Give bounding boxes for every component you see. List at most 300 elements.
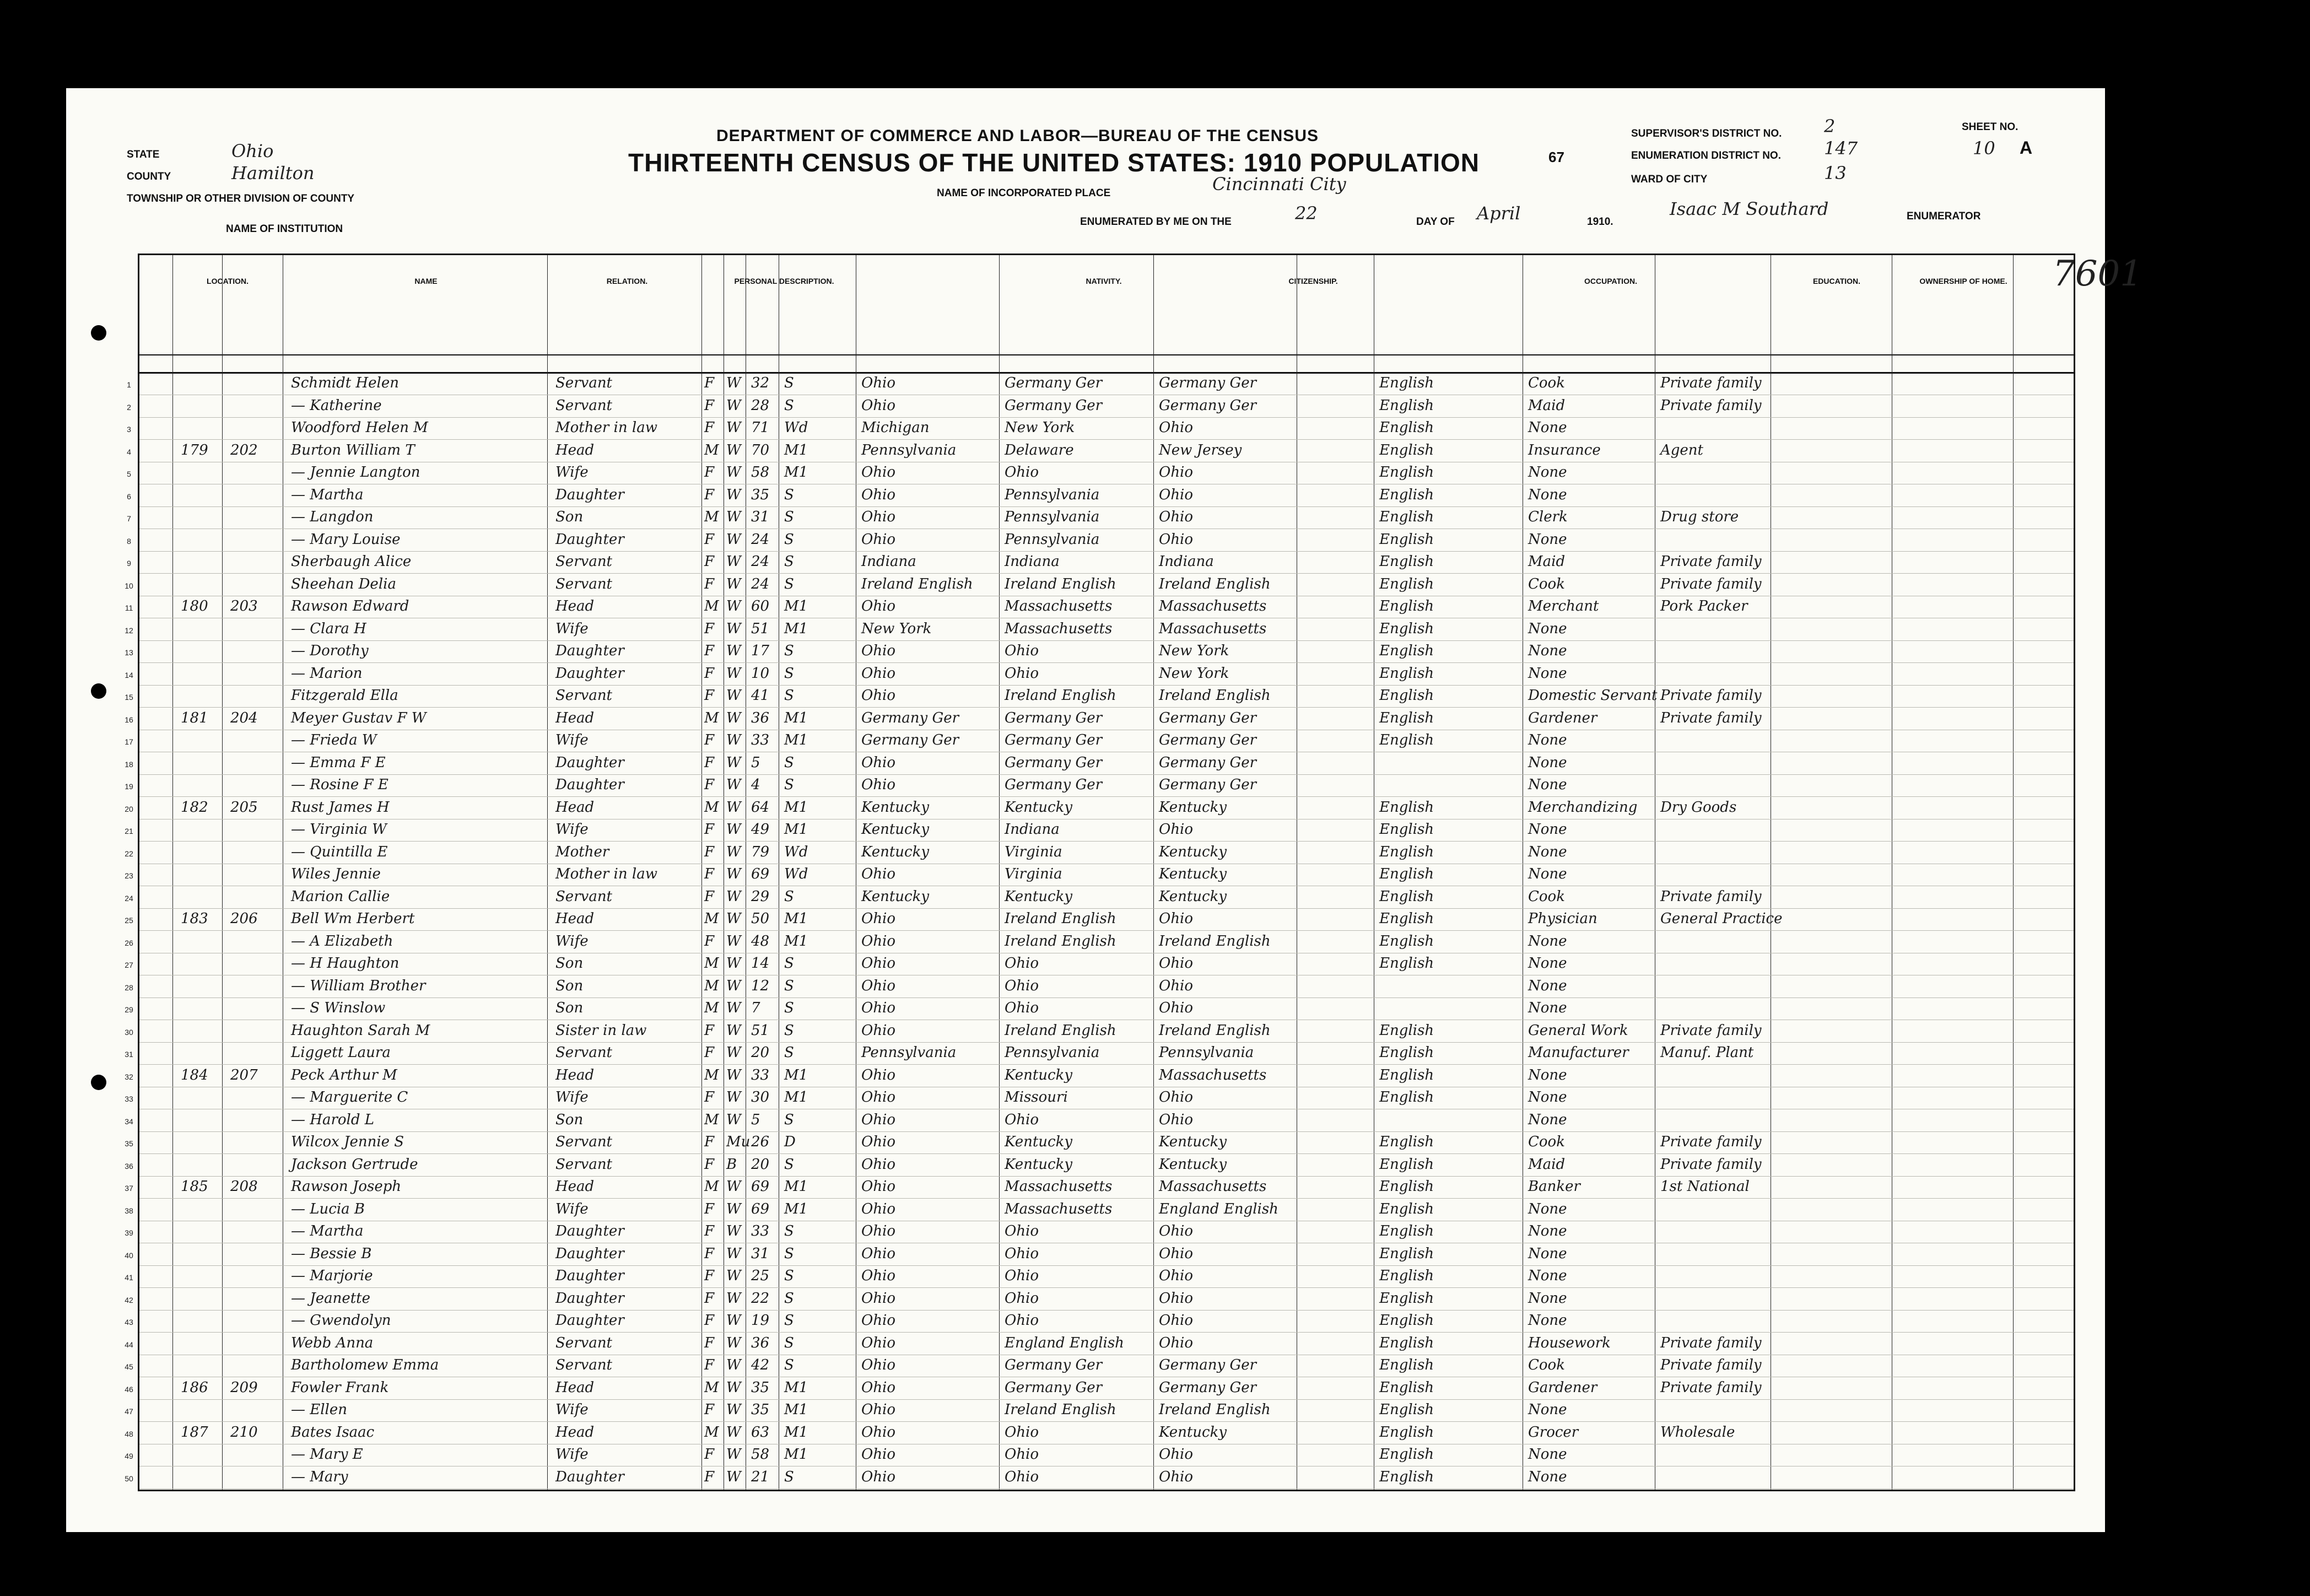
cell-name: Schmidt Helen [291,375,399,391]
cell-rel: Daughter [555,777,624,793]
cell-mbirth: Ohio [1159,464,1194,481]
row-number: 37 [125,1184,133,1193]
cell-mbirth: Ohio [1159,977,1194,994]
table-row [125,1444,2074,1466]
cell-race: W [726,1357,741,1373]
cell-ms: M1 [784,441,808,459]
cell-rel: Wife [555,1089,589,1106]
cell-birth: Ohio [861,1357,896,1373]
cell-mbirth: Ohio [1159,1245,1194,1262]
cell-mbirth: Germany Ger [1159,1357,1257,1373]
enum-district-label: ENUMERATION DISTRICT NO. [1631,150,1781,161]
row-number: 33 [125,1094,133,1103]
cell-birth: Ohio [861,1066,896,1083]
cell-lang: English [1379,441,1434,459]
row-number: 42 [125,1295,133,1304]
cell-lang: English [1379,732,1434,748]
row-number: 43 [125,1318,133,1327]
cell-race: W [726,643,741,659]
cell-house: 185 [181,1178,208,1195]
table-row [125,1243,2074,1266]
cell-name: — Dorothy [291,643,369,659]
cell-name: — Mary Louise [291,531,401,548]
cell-age: 35 [751,486,770,503]
cell-age: 35 [751,1379,770,1396]
cell-birth: Ohio [861,464,896,481]
cell-birth: Ohio [861,1134,896,1150]
cell-mbirth: New York [1159,665,1229,682]
cell-birth: Ohio [861,1424,896,1441]
cell-name: — Emma F E [291,754,386,771]
cell-birth: Ohio [861,1200,896,1217]
cell-mbirth: Ohio [1159,821,1194,838]
cell-race: W [726,1379,741,1396]
cell-ms: M1 [784,821,808,838]
cell-race: W [726,1178,741,1195]
cell-fbirth: Massachusetts [1005,1200,1113,1217]
cell-mbirth: Ireland English [1159,1401,1271,1418]
cell-sex: F [704,1134,715,1150]
table-row [125,1221,2074,1243]
col-nativity: NATIVITY. [1086,277,1122,285]
cell-ms: M1 [784,1446,808,1463]
cell-mbirth: Kentucky [1159,1156,1227,1173]
cell-age: 33 [751,1223,770,1239]
cell-rel: Mother [555,843,609,860]
row-number: 21 [125,827,133,835]
cell-fbirth: Ohio [1005,643,1039,659]
cell-house: 187 [181,1424,208,1441]
cell-rel: Daughter [555,754,624,771]
cell-ms: M1 [784,620,808,637]
cell-age: 69 [751,1178,770,1195]
cell-lang: English [1379,888,1434,905]
cell-race: W [726,687,741,704]
row-number: 7 [127,514,131,523]
table-row [125,1377,2074,1400]
cell-trade: None [1528,486,1567,503]
cell-ms: M1 [784,1379,808,1396]
cell-lang: English [1379,1134,1434,1150]
table-row [127,462,2074,484]
cell-name: Liggett Laura [291,1044,391,1061]
cell-house: 182 [181,799,208,816]
cell-sex: F [704,575,715,592]
cell-race: W [726,1312,741,1329]
cell-lang: English [1379,419,1434,436]
cell-sex: M [704,598,719,614]
cell-lang: English [1379,1066,1434,1083]
cell-mbirth: Massachusetts [1159,1178,1267,1195]
cell-race: W [726,397,741,414]
table-row [125,908,2074,931]
cell-rel: Daughter [555,1290,624,1307]
cell-lang: English [1379,1245,1434,1262]
enumerator-label: ENUMERATOR [1907,211,1981,222]
cell-race: W [726,754,741,771]
place-value: Cincinnati City [1212,174,1346,195]
cell-ms: Wd [784,866,808,882]
cell-lang: English [1379,1424,1434,1441]
cell-fbirth: Massachusetts [1005,1178,1113,1195]
cell-sex: F [704,821,715,838]
cell-fbirth: Ireland English [1005,932,1116,950]
row-number: 24 [125,893,133,903]
cell-mbirth: Ohio [1159,910,1194,927]
row-number: 28 [125,983,133,992]
cell-ms: M1 [784,709,808,726]
cell-sex: F [704,419,715,436]
cell-age: 10 [751,665,770,682]
cell-lang: English [1379,821,1434,838]
cell-fbirth: Massachusetts [1005,598,1113,614]
cell-house: 179 [181,441,208,459]
cell-fbirth: Ireland English [1005,910,1116,927]
cell-race: W [726,1223,741,1239]
cell-sex: M [704,441,719,459]
cell-name: — Katherine [291,397,382,414]
state-value: Ohio [231,141,274,161]
cell-fbirth: Ohio [1005,977,1039,994]
cell-lang: English [1379,509,1434,525]
cell-fbirth: Germany Ger [1005,1357,1103,1373]
cell-rel: Daughter [555,643,624,659]
table-row [125,618,2074,641]
table-row [125,752,2074,775]
cell-trade: None [1528,531,1567,548]
cell-trade: None [1528,777,1567,793]
cell-birth: Germany Ger [861,732,959,748]
row-number: 20 [125,804,133,813]
cell-ms: S [784,1000,794,1016]
cell-race: W [726,486,741,503]
cell-fam: 207 [230,1066,258,1083]
cell-race: W [726,910,741,927]
table-row [125,730,2074,752]
cell-trade: Manufacturer [1528,1044,1629,1061]
cell-age: 7 [751,1000,760,1016]
cell-trade: Merchant [1528,598,1599,614]
cell-lang: English [1379,1401,1434,1418]
cell-sex: M [704,1424,719,1441]
cell-mbirth: Germany Ger [1159,777,1257,793]
cell-mbirth: Ohio [1159,1089,1194,1106]
cell-age: 26 [751,1134,770,1150]
cell-fam: 209 [230,1379,258,1396]
cell-fbirth: Ohio [1005,1223,1039,1239]
table-row [125,953,2074,975]
cell-sex: F [704,464,715,481]
cell-name: — Jeanette [291,1290,370,1307]
enumeration-year: 1910. [1587,216,1613,228]
cell-fbirth: Germany Ger [1005,375,1103,391]
cell-ind: Private family [1660,1022,1762,1039]
cell-fbirth: Pennsylvania [1005,509,1100,525]
cell-fbirth: Ireland English [1005,687,1116,704]
cell-rel: Son [555,1000,584,1016]
cell-mbirth: Ireland English [1159,687,1271,704]
cell-mbirth: Ohio [1159,1468,1194,1485]
cell-fbirth: England English [1005,1334,1124,1351]
cell-trade: Cook [1528,375,1565,391]
cell-house: 181 [181,709,208,726]
cell-rel: Wife [555,732,589,748]
cell-ind: Private family [1660,709,1762,726]
cell-lang: English [1379,486,1434,503]
col-occupation: OCCUPATION. [1584,277,1637,285]
cell-sex: F [704,1044,715,1061]
cell-rel: Daughter [555,486,624,503]
supervisor-label: SUPERVISOR'S DISTRICT NO. [1631,128,1782,139]
cell-sex: F [704,643,715,659]
row-number: 31 [125,1050,133,1059]
cell-birth: Ohio [861,1022,896,1039]
cell-race: W [726,464,741,481]
row-number: 49 [125,1452,133,1460]
table-row [125,1399,2074,1422]
cell-race: B [726,1156,737,1173]
cell-ms: M1 [784,464,808,481]
cell-sex: F [704,1290,715,1307]
cell-rel: Mother in law [555,419,657,436]
enumeration-month: April [1477,203,1521,224]
cell-name: Peck Arthur M [291,1066,397,1083]
table-row [125,1310,2074,1333]
cell-fbirth: Missouri [1005,1089,1068,1106]
cell-ms: M1 [784,1424,808,1441]
cell-fbirth: Ohio [1005,665,1039,682]
cell-fam: 202 [230,441,258,459]
cell-age: 63 [751,1424,770,1441]
cell-rel: Wife [555,932,589,950]
cell-fbirth: Ohio [1005,1000,1039,1016]
cell-lang: English [1379,1312,1434,1329]
cell-rel: Son [555,955,584,972]
cell-trade: None [1528,1200,1567,1217]
cell-mbirth: Kentucky [1159,888,1227,905]
cell-fbirth: Ohio [1005,1268,1039,1284]
cell-mbirth: Ohio [1159,955,1194,972]
cell-lang: English [1379,955,1434,972]
cell-mbirth: Kentucky [1159,799,1227,816]
cell-birth: Ohio [861,687,896,704]
cell-rel: Head [555,709,595,726]
cell-ind: Wholesale [1660,1424,1735,1441]
row-number: 22 [125,849,133,858]
table-row [125,1333,2074,1355]
cell-fbirth: Ohio [1005,464,1039,481]
cell-sex: M [704,977,719,994]
cell-sex: F [704,888,715,905]
cell-ind: Private family [1660,1357,1762,1373]
cell-rel: Head [555,910,595,927]
row-number: 39 [125,1228,133,1237]
cell-birth: Ohio [861,598,896,614]
enumerated-label: ENUMERATED BY ME ON THE [1080,216,1232,228]
cell-rel: Wife [555,620,589,637]
cell-lang: English [1379,709,1434,726]
cell-rel: Daughter [555,1245,624,1262]
cell-fbirth: Kentucky [1005,1134,1073,1150]
table-row [125,819,2074,842]
row-number: 5 [127,470,131,478]
col-name: NAME [414,277,438,285]
cell-name: Rawson Joseph [291,1178,402,1195]
cell-age: 5 [751,1111,760,1128]
cell-fam: 205 [230,799,258,816]
cell-rel: Servant [555,575,613,592]
cell-ms: S [784,777,794,793]
row-number: 30 [125,1027,133,1037]
cell-rel: Head [555,1424,595,1441]
cell-fbirth: Germany Ger [1005,732,1103,748]
table-row [125,886,2074,909]
col-home: OWNERSHIP OF HOME. [1919,277,2007,285]
cell-ms: S [784,1111,794,1128]
cell-mbirth: Ohio [1159,531,1194,548]
cell-age: 48 [751,932,770,950]
cell-rel: Daughter [555,665,624,682]
cell-race: W [726,665,741,682]
cell-sex: M [704,799,719,816]
cell-trade: None [1528,955,1567,972]
cell-trade: None [1528,1089,1567,1106]
cell-race: W [726,509,741,525]
cell-age: 35 [751,1401,770,1418]
cell-birth: Ohio [861,1290,896,1307]
row-number: 45 [125,1362,133,1371]
cell-trade: None [1528,1111,1567,1128]
cell-name: Marion Callie [291,888,390,905]
cell-sex: F [704,1468,715,1485]
table-row [125,1355,2074,1377]
cell-ms: S [784,1334,794,1351]
cell-ms: M1 [784,1401,808,1418]
cell-sex: F [704,1312,715,1329]
cell-mbirth: Ireland English [1159,1022,1271,1039]
cell-mbirth: Ireland English [1159,932,1271,950]
cell-trade: Maid [1528,397,1566,414]
cell-mbirth: Germany Ger [1159,1379,1257,1396]
cell-mbirth: Pennsylvania [1159,1044,1254,1061]
cell-age: 28 [751,397,770,414]
binder-hole [91,1075,106,1090]
cell-ind: Pork Packer [1660,598,1748,614]
cell-ms: M1 [784,598,808,614]
cell-lang: English [1379,799,1434,816]
row-number: 48 [125,1429,133,1438]
cell-age: 41 [751,687,770,704]
cell-ms: M1 [784,1089,808,1106]
place-label: NAME OF INCORPORATED PLACE [937,187,1111,199]
cell-sex: M [704,910,719,927]
cell-name: — Quintilla E [291,843,388,860]
cell-ms: S [784,1468,794,1485]
cell-race: W [726,1334,741,1351]
table-row [125,685,2074,708]
table-row [127,395,2074,418]
cell-ind: Drug store [1660,509,1739,525]
cell-mbirth: Ireland English [1159,575,1271,592]
row-number: 2 [127,402,131,412]
cell-birth: New York [861,620,932,637]
cell-age: 32 [751,375,770,391]
cell-mbirth: New York [1159,643,1229,659]
cell-ms: S [784,1312,794,1329]
cell-house: 183 [181,910,208,927]
cell-mbirth: Germany Ger [1159,397,1257,414]
cell-fbirth: Kentucky [1005,1066,1073,1083]
cell-name: Woodford Helen M [291,419,428,436]
cell-mbirth: Kentucky [1159,1424,1227,1441]
cell-fbirth: Ohio [1005,955,1039,972]
cell-ind: Private family [1660,553,1762,570]
table-row [127,484,2074,507]
cell-trade: Domestic Servant [1528,687,1658,704]
cell-age: 51 [751,620,770,637]
cell-rel: Wife [555,1446,589,1463]
row-number: 32 [125,1072,133,1081]
cell-ms: S [784,1357,794,1373]
cell-birth: Ohio [861,1312,896,1329]
cell-lang: English [1379,598,1434,614]
cell-trade: General Work [1528,1022,1628,1039]
cell-birth: Ohio [861,1379,896,1396]
cell-birth: Ohio [861,643,896,659]
cell-fbirth: Indiana [1005,821,1060,838]
cell-mbirth: Ohio [1159,1268,1194,1284]
cell-name: — Martha [291,486,364,503]
row-number: 14 [125,670,133,680]
row-number: 25 [125,916,133,925]
cell-sex: F [704,777,715,793]
cell-trade: None [1528,977,1567,994]
cell-rel: Servant [555,1334,613,1351]
institution-label: NAME OF INSTITUTION [226,223,343,235]
cell-fbirth: Germany Ger [1005,397,1103,414]
cell-ms: S [784,375,794,391]
cell-ind: Agent [1660,441,1703,459]
cell-name: Haughton Sarah M [291,1022,430,1039]
cell-lang: English [1379,1446,1434,1463]
cell-race: W [726,843,741,860]
cell-name: — H Haughton [291,955,400,972]
cell-sex: F [704,531,715,548]
cell-sex: M [704,1111,719,1128]
census-sheet [66,88,2142,1532]
cell-birth: Ohio [861,1111,896,1128]
row-number: 4 [127,447,131,456]
cell-age: 31 [751,509,770,525]
cell-trade: None [1528,1268,1567,1284]
cell-age: 58 [751,1446,770,1463]
cell-birth: Germany Ger [861,709,959,726]
cell-trade: Grocer [1528,1424,1579,1441]
cell-ind: Private family [1660,888,1762,905]
cell-trade: Maid [1528,1156,1566,1173]
cell-race: W [726,1446,741,1463]
cell-fam: 204 [230,709,258,726]
row-number: 3 [127,425,131,434]
cell-fam: 206 [230,910,258,927]
cell-rel: Head [555,799,595,816]
cell-birth: Ohio [861,509,896,525]
cell-lang: English [1379,1022,1434,1039]
cell-name: — Jennie Langton [291,464,420,481]
enumerator-name: Isaac M Southard [1670,198,1829,219]
cell-race: W [726,888,741,905]
cell-race: W [726,531,741,548]
